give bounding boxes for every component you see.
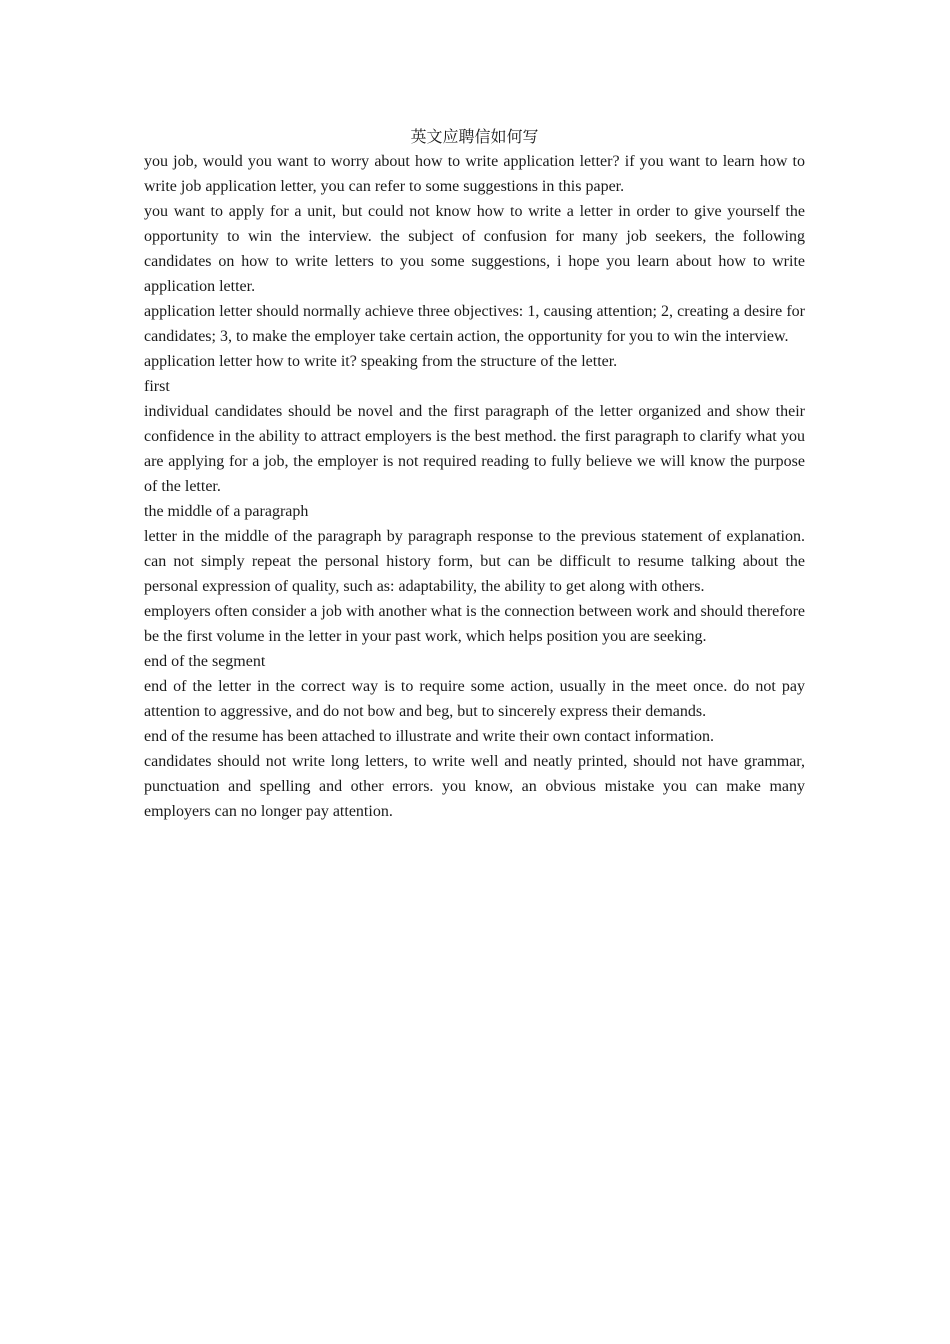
paragraph-resume: end of the resume has been attached to illustrate and write their own contact information. [144,728,715,745]
section-heading-end: end of the segment [144,653,266,670]
paragraph-middle-section: letter in the middle of the paragraph by paragraph response to the previous statement of explanation. can not simply repeat the personal history form, but can be difficult to resume talking about the personal expression of quality, such as: adaptability, the ability to get along with others. [144,528,805,595]
paragraph-context: you want to apply for a unit, but could not know how to write a letter in order to give yourself the opportunity to win the interview. the subject of confusion for many job seekers, the following candidates on how to write letters to you some suggestions, i hope you learn about how to write application letter. [144,203,805,295]
paragraph-closing: candidates should not write long letters, to write well and neatly printed, should not have grammar, punctuation and spelling and other errors. you know, an obvious mistake you can make many employers can no longer pay attention. [144,753,805,820]
paragraph-employers: employers often consider a job with another what is the connection between work and should therefore be the first volume in the letter in your past work, which helps position you are seeking. [144,603,805,645]
document-page [144,124,805,824]
paragraph-end-section: end of the letter in the correct way is to require some action, usually in the meet once. do not pay attention to aggressive, and do not bow and beg, but to sincerely express their demands. [144,678,805,720]
section-heading-first: first [144,378,170,395]
document-title: 英文应聘信如何写 [410,127,539,146]
paragraph-intro: you job, would you want to worry about how to write application letter? if you want to learn how to write job application letter, you can refer to some suggestions in this paper. [144,153,805,195]
section-heading-middle: the middle of a paragraph [144,503,309,520]
paragraph-objectives: application letter should normally achieve three objectives: 1, causing attention; 2, creating a desire for candidates; 3, to make the employer take certain action, the opportunity for you to win the interview. [144,303,805,345]
paragraph-first-section: individual candidates should be novel and the first paragraph of the letter organized and show their confidence in the ability to attract employers is the best method. the first paragraph to clarify what you are applying for a job, the employer is not required reading to fully believe we will know the purpose of the letter. [144,403,805,495]
paragraph-structure: application letter how to write it? speaking from the structure of the letter. [144,353,618,370]
